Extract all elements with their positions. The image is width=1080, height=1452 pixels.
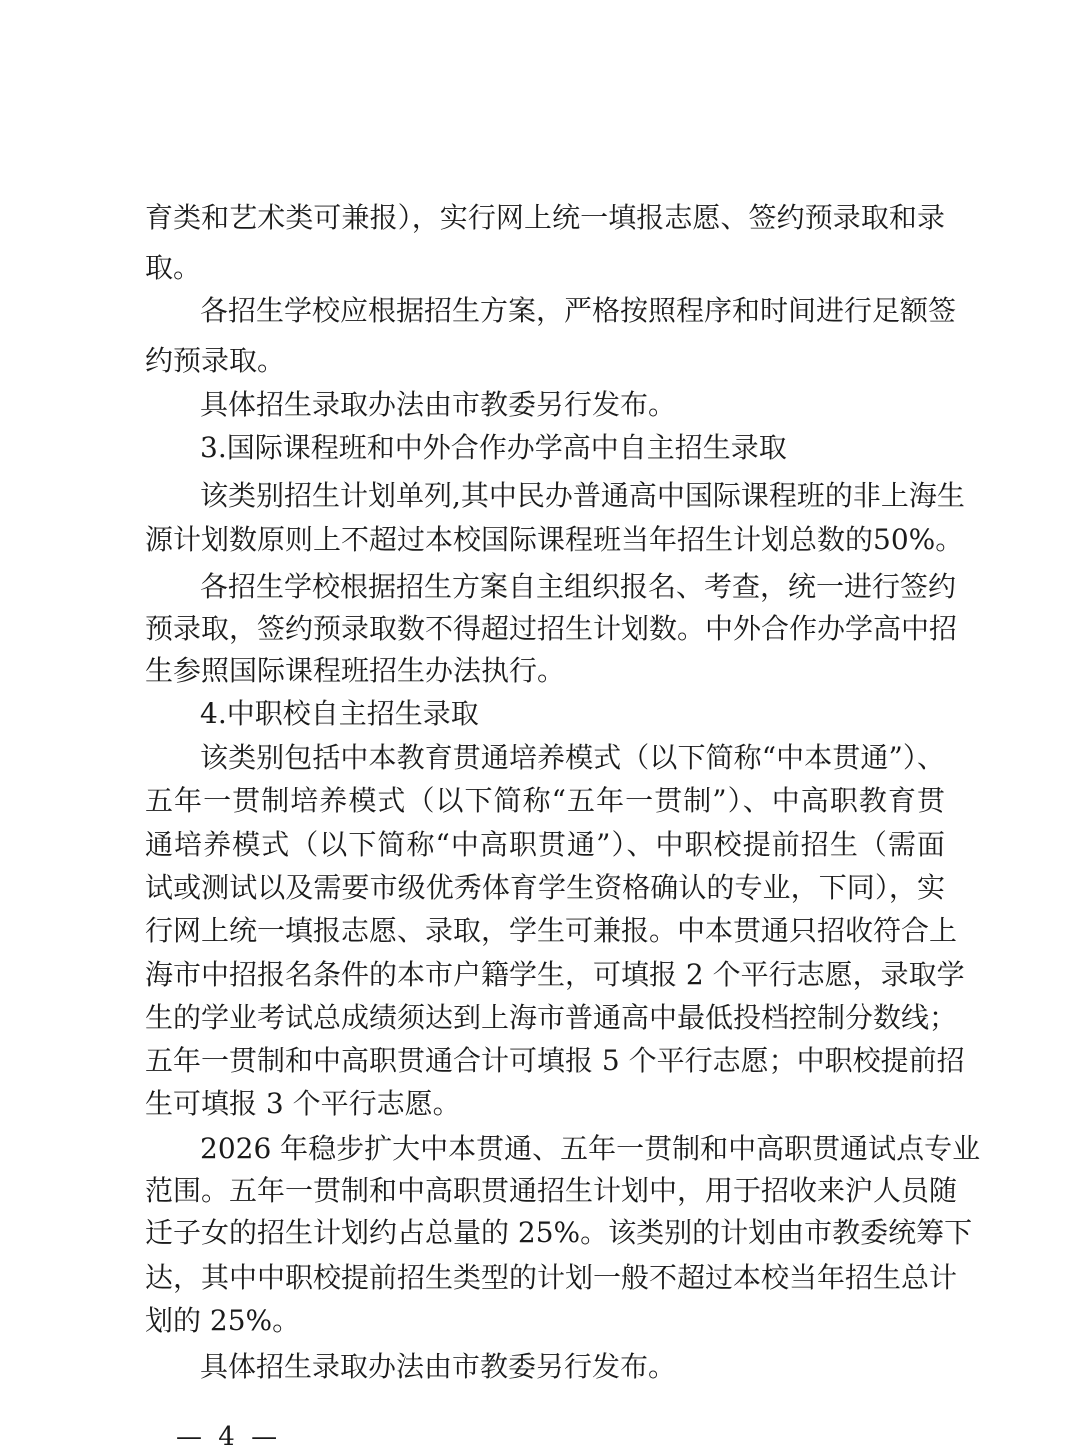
text-line: 达，其中中职校提前招生类型的计划一般不超过本校当年招生总计 [145, 1261, 958, 1294]
text-line: 五年一贯制和中高职贯通合计可填报 5 个平行志愿；中职校提前招 [145, 1044, 965, 1077]
text-line: 该类别包括中本教育贯通培养模式（以下简称“中本贯通”）、 [200, 741, 945, 774]
text-line: 育类和艺术类可兼报），实行网上统一填报志愿、签约预录取和录 [145, 201, 945, 234]
text-line: 五年一贯制培养模式（以下简称“五年一贯制”）、中高职教育贯 [145, 784, 945, 817]
section-heading: 4.中职校自主招生录取 [200, 697, 479, 730]
text-line: 取。 [145, 251, 202, 284]
text-line: 迁子女的招生计划约占总量的 25%。该类别的计划由市教委统筹下 [145, 1216, 973, 1249]
text-line: 具体招生录取办法由市教委另行发布。 [200, 388, 677, 421]
text-line: 源计划数原则上不超过本校国际课程班当年招生计划总数的50%。 [145, 523, 964, 556]
text-line: 各招生学校应根据招生方案，严格按照程序和时间进行足额签 [200, 294, 957, 327]
text-line: 生的学业考试总成绩须达到上海市普通高中最低投档控制分数线； [145, 1001, 958, 1034]
text-line: 生可填报 3 个平行志愿。 [145, 1087, 461, 1120]
text-line: 行网上统一填报志愿、录取，学生可兼报。中本贯通只招收符合上 [145, 914, 958, 947]
text-line: 生参照国际课程班招生办法执行。 [145, 654, 566, 687]
text-line: 约预录取。 [145, 344, 286, 377]
text-line: 通培养模式（以下简称“中高职贯通”）、中职校提前招生（需面 [145, 828, 945, 861]
text-line: 2026 年稳步扩大中本贯通、五年一贯制和中高职贯通试点专业 [200, 1132, 981, 1165]
text-line: 范围。五年一贯制和中高职贯通招生计划中，用于招收来沪人员随 [145, 1174, 958, 1207]
text-line: 该类别招生计划单列,其中民办普通高中国际课程班的非上海生 [200, 479, 965, 512]
text-line: 具体招生录取办法由市教委另行发布。 [200, 1350, 677, 1383]
page-number: — 4 — [176, 1422, 282, 1452]
text-line: 各招生学校根据招生方案自主组织报名、考查，统一进行签约 [200, 570, 957, 603]
text-line: 预录取，签约预录取数不得超过招生计划数。中外合作办学高中招 [145, 612, 958, 645]
text-line: 划的 25%。 [145, 1304, 301, 1337]
text-line: 试或测试以及需要市级优秀体育学生资格确认的专业，下同），实 [145, 871, 945, 904]
section-heading: 3.国际课程班和中外合作办学高中自主招生录取 [200, 431, 787, 464]
text-line: 海市中招报名条件的本市户籍学生，可填报 2 个平行志愿，录取学 [145, 958, 965, 991]
